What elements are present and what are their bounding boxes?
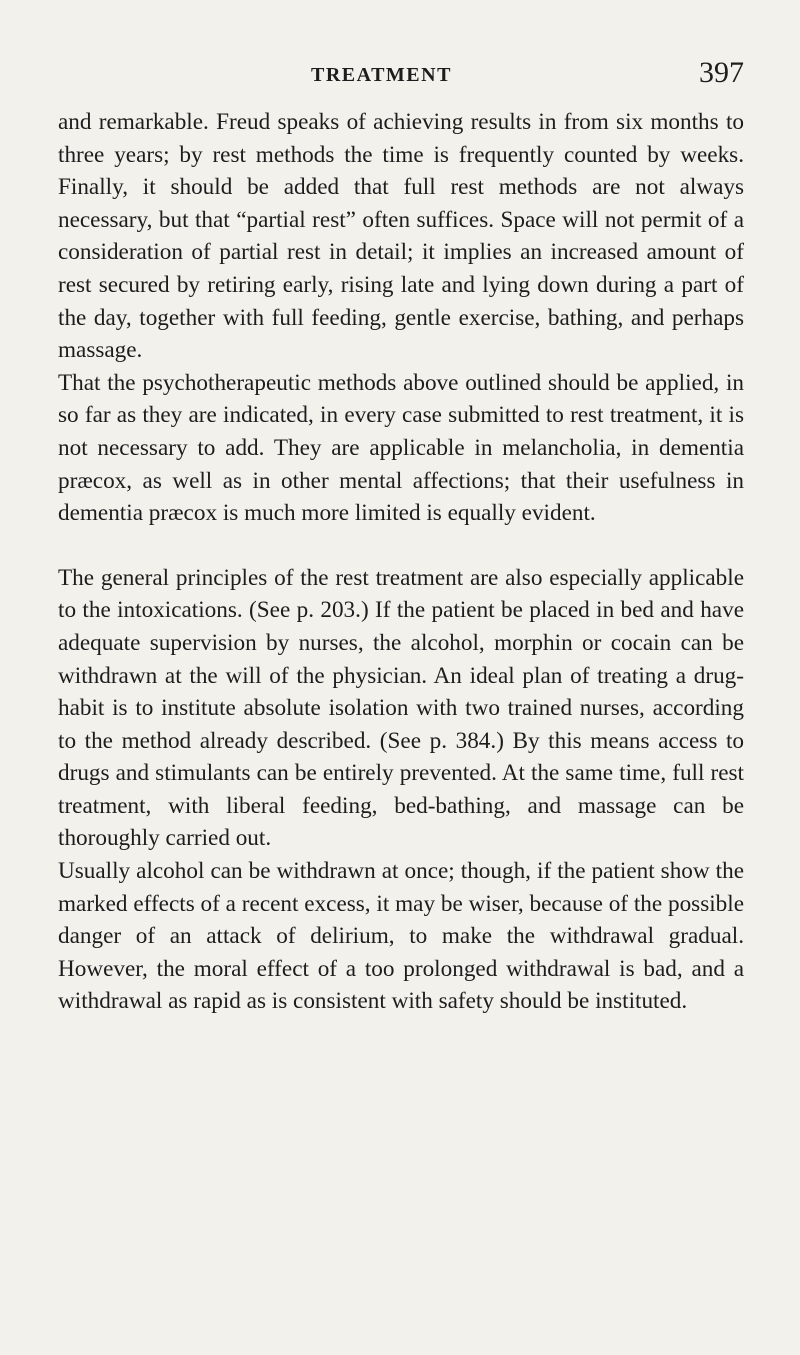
paragraph-psychotherapeutic-methods: That the psychotherapeutic methods above outlined should be applied, in so far as they are indicated, in every case submitted to rest treatment, it is not necessary to add. They are applicable in melancholia, in dementia præcox, as well as in other mental affections; that their usefulness in dementia præcox is much more limited is equally evident. xyxy=(58,369,744,527)
paragraph-rest-results: and remarkable. Freud speaks of achieving results in from six months to three years; by rest methods the time is frequently counted by weeks. Finally, it should be added that full rest methods are not always necessary, but that “partial rest” often suffices. Space will not permit of a consideration of partial rest in detail; it implies an increased amount of rest secured by retiring early, rising late and lying down during a part of the day, together with full feeding, gentle exercise, bathing, and perhaps massage. xyxy=(58,109,744,364)
paragraph-intoxications: The general principles of the rest treatment are also especially applicable to the intoxications. (See p. 203.) If the patient be placed in bed and have adequate supervision by nurses, the alcohol, morphin or cocain can be withdrawn at the will of the physician. An ideal plan of treating a drug-habit is to institute absolute isolation with two trained nurses, according to the method already described. (See p. 384.) By this means access to drugs and stimulants can be entirely prevented. At the same time, full rest treatment, with liberal feeding, bed-bathing, and massage can be thoroughly carried out. xyxy=(58,564,744,852)
paragraph-alcohol-withdrawal: Usually alcohol can be withdrawn at once; though, if the patient show the marked effects of a recent excess, it may be wiser, because of the possible danger of an attack of delirium, to make the withdrawal gradual. However, the moral effect of a too prolonged withdrawal is bad, and a withdrawal as rapid as is consistent with safety should be instituted. xyxy=(58,858,744,1015)
running-head xyxy=(58,56,744,100)
page-number: 397 xyxy=(699,56,744,89)
running-head-title: TREATMENT xyxy=(311,64,452,86)
